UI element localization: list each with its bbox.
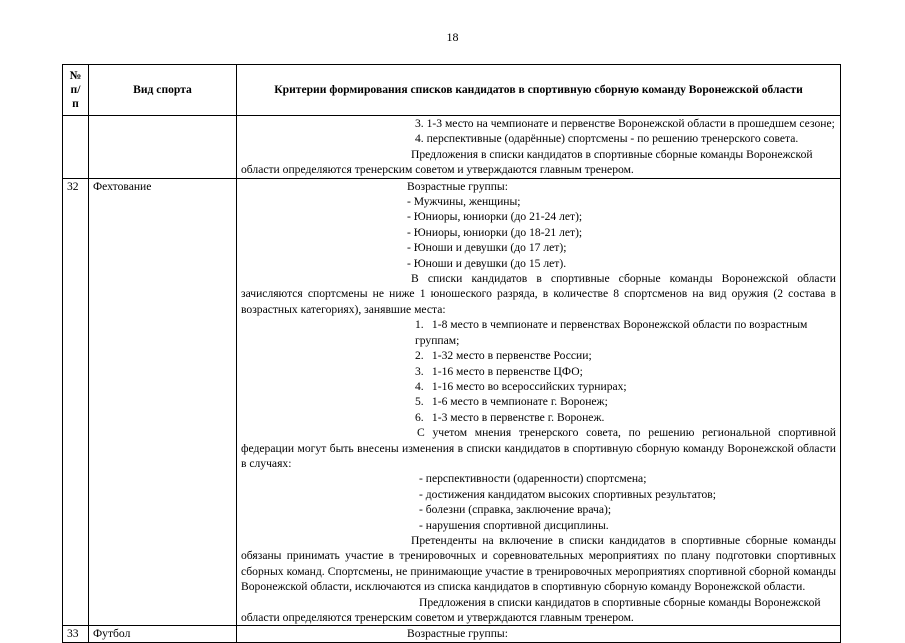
place-text: 1-3 место в первенстве г. Воронеж.	[431, 410, 605, 424]
place-num: 6.	[415, 410, 424, 424]
place-text: 1-32 место в первенстве России;	[431, 349, 592, 363]
paragraph-enrollment: В списки кандидатов в спортивные сборные команды Воронежской области зачисляются спортсмены не ниже 1 юношеского разряда, в количестве 8 спортсменов на вид оружия (2 состава в возрастных категориях), занявшие места:	[241, 272, 836, 316]
header-criteria: Критерии формирования списков кандидатов в спортивную сборную команду Воронежской области	[237, 65, 841, 116]
continuation-line-2: 4. перспективные (одарённые) спортсмены - по решению тренерского совета.	[415, 132, 799, 146]
place-item	[241, 394, 836, 409]
place-num: 4.	[415, 379, 424, 393]
case-item: - нарушения спортивной дисциплины.	[419, 518, 609, 532]
age-group-item: - Мужчины, женщины;	[407, 195, 521, 209]
age-group-item: - Юниоры, юниорки (до 21-24 лет);	[407, 210, 583, 224]
paragraph-proposals: Предложения в списки кандидатов в спортивные сборные команды Воронежской области определяются тренерским советом и утверждаются главным тренером.	[241, 595, 821, 624]
criteria-table	[62, 64, 841, 643]
case-item: - достижения кандидатом высоких спортивных результатов;	[419, 487, 716, 501]
place-num: 1.	[415, 318, 424, 332]
place-item	[241, 364, 836, 379]
continuation-paragraph: Предложения в списки кандидатов в спортивные сборные команды Воронежской области определяются тренерским советом и утверждаются главным тренером.	[241, 147, 813, 177]
header-sport: Вид спорта	[89, 65, 237, 116]
place-item	[241, 379, 836, 394]
cell-sport-32: Фехтование	[89, 178, 237, 626]
place-text: 1-16 место в первенстве ЦФО;	[431, 364, 583, 378]
place-num: 3.	[415, 364, 424, 378]
paragraph-obligations: Претенденты на включение в списки кандидатов в спортивные сборные команды обязаны принимать участие в тренировочных и соревновательных мероприятиях по плану подготовки спортивных сборных команд. Спортсмены, не принимающие участие в тренировочных мероприятиях спортивной сборной команды Воронежской области, исключаются из списка кандидатов в спортивную сборную команду Воронежской области.	[241, 533, 836, 594]
age-groups-title-33: Возрастные группы:	[407, 627, 508, 641]
cell-sport-empty	[89, 116, 237, 179]
place-num: 2.	[415, 349, 424, 363]
age-group-item: - Юноши и девушки (до 17 лет);	[407, 241, 567, 255]
header-num: № п/ п	[63, 65, 89, 116]
place-text: 1-6 место в чемпионате г. Воронеж;	[431, 395, 608, 409]
case-item: - болезни (справка, заключение врача);	[419, 503, 612, 517]
table-header-row	[63, 65, 841, 116]
table-row-continuation	[63, 116, 841, 179]
cell-criteria-continuation	[237, 116, 841, 179]
place-item	[241, 348, 836, 363]
continuation-line-1: 3. 1-3 место на чемпионате и первенстве Воронежской области в прошедшем сезоне;	[415, 117, 835, 130]
place-item	[241, 410, 836, 425]
paragraph-changes: С учетом мнения тренерского совета, по решению региональной спортивной федерации могут быть внесены изменения в списки кандидатов в спортивную сборную команду Воронежской области в случаях:	[241, 426, 836, 470]
age-group-item: - Юниоры, юниорки (до 18-21 лет);	[407, 225, 583, 239]
place-text: 1-16 место во всероссийских турнирах;	[431, 379, 627, 393]
cell-num-empty	[63, 116, 89, 179]
place-item	[241, 317, 836, 348]
cell-num-33: 33	[63, 626, 89, 642]
case-item: - перспективности (одаренности) спортсмена;	[419, 472, 647, 486]
table-row-32	[63, 178, 841, 626]
page-number: 18	[446, 30, 459, 44]
age-groups-title: Возрастные группы:	[407, 179, 508, 193]
age-group-item: - Юноши и девушки (до 15 лет).	[407, 256, 567, 270]
cell-sport-33: Футбол	[89, 626, 237, 642]
place-text: 1-8 место в чемпионате и первенствах Воронежской области по возрастным группам;	[415, 318, 808, 347]
cell-criteria-32	[237, 178, 841, 626]
place-num: 5.	[415, 395, 424, 409]
cell-num-32: 32	[63, 178, 89, 626]
